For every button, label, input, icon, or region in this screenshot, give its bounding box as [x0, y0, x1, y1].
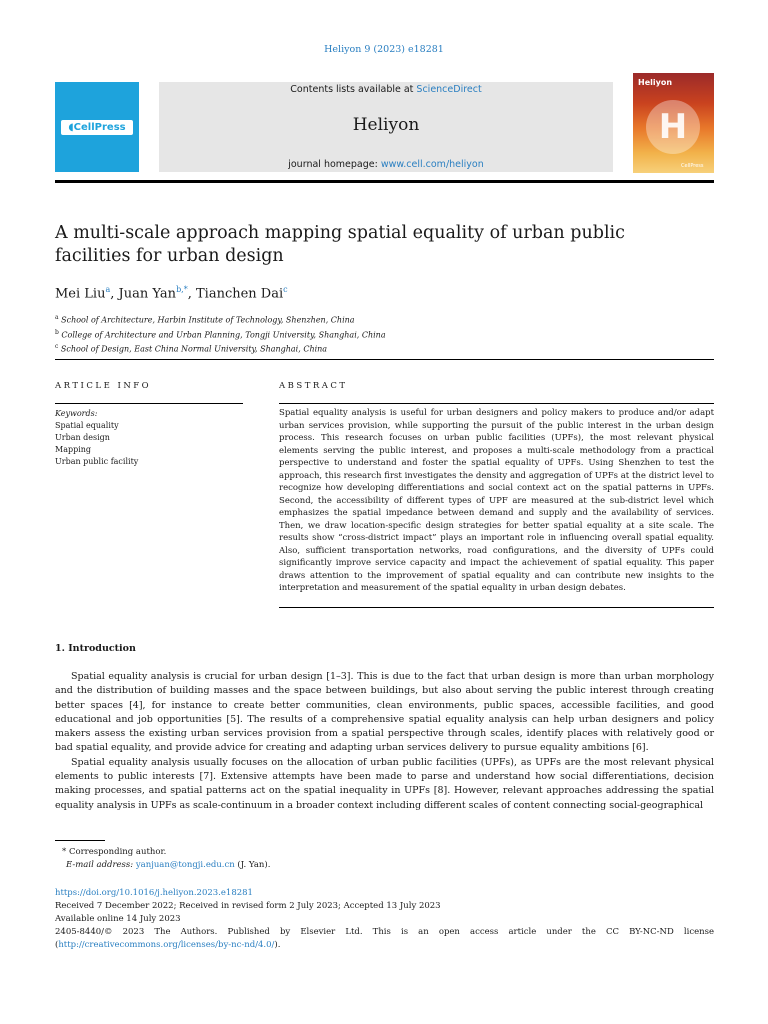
doi-link[interactable]: https://doi.org/10.1016/j.heliyon.2023.e18281	[55, 888, 253, 898]
affiliation-item: $^c$ School of Design, East China Normal University, Shanghai, China	[55, 343, 328, 354]
cover-h-logo: H	[658, 107, 688, 147]
homepage-line: journal homepage: www.cell.com/heliyon	[288, 159, 484, 170]
keywords-label: Keywords:	[55, 409, 98, 418]
affiliations	[55, 312, 386, 356]
available-online: Available online 14 July 2023	[55, 914, 181, 924]
author-affiliation-link[interactable]: b,*	[176, 285, 188, 294]
divider	[279, 607, 714, 608]
keyword: Urban public facility	[55, 457, 139, 466]
keyword: Urban design	[55, 433, 110, 442]
cover-footer: CellPress	[681, 163, 704, 169]
author-name: Tianchen Dai	[196, 286, 284, 302]
email-note: E-mail address: yanjuan@tongji.edu.cn (J. Yan).	[66, 860, 271, 870]
divider	[279, 403, 714, 404]
affiliation-item: $^a$ School of Architecture, Harbin Institute of Technology, Shenzhen, China	[55, 314, 355, 325]
homepage-link[interactable]: www.cell.com/heliyon	[380, 159, 484, 170]
author-name: Juan Yan	[118, 286, 177, 302]
divider	[55, 403, 243, 404]
contents-line: Contents lists available at ScienceDirect	[290, 84, 482, 95]
journal-reference[interactable]: Heliyon 9 (2023) e18281	[324, 44, 444, 55]
cellpress-c-icon: ◖	[68, 122, 74, 133]
keyword: Mapping	[55, 445, 92, 454]
license-link[interactable]: http://creativecommons.org/licenses/by-nc-nd/4.0/	[58, 940, 275, 950]
abstract-text: Spatial equality analysis is useful for urban designers and policy makers to produce and/or adapt urban services provision, while supporting the pursuit of the public interest in the urban design process. This research focuses on urban public facilities (UPFs), the most relevant physical elements serving the public interest, and proposes a multi-scale methodology from a practical perspective to understand and foster the spatial equality of UPFs. Using Shenzhen to test the approach, this research first investigates the density and aggregation of UPFs at the district level to recognize how developing differentiations and social context act on the spatial patterns in UPFs. Second, the accessibility of different types of UPF are measured at the sub-district level which emphasizes the spatial impedance between demand and supply and the availability of services. Then, we draw location-specific design strategies for better spatial equality at a site scale. The results show “cross-district impact” plays an important role in influencing overall spatial equality. Also, sufficient transportation networks, road configurations, and the diversity of UPFs could significantly improve service capacity and impact the achievement of spatial equality. This paper draws attention to the improvement of spatial equality and can contribute new insights to the interpretation and measurement of the spatial equality in urban design debates.	[279, 408, 714, 593]
corresponding-author-note: * Corresponding author.	[62, 847, 167, 857]
section-heading-introduction: 1. Introduction	[55, 643, 136, 654]
paragraph: Spatial equality analysis usually focuses on the allocation of urban public facilities (UPFs), as UPFs are the most relevant physical elements to public interests [7]. Extensive attempts have been made to parse and understand how social differentiations, decision making processes, and spatial patterns act on the spatial inequality in UPFs [8]. However, relevant approaches addressing the spatial equality analysis in UPFs as scale-continuum in a broader context including different scales of content connecting social-geographical	[55, 756, 714, 811]
author-list: Mei Liu$^a$, Juan Yan$^{b,*}$, Tianchen Dai$^c$	[55, 285, 288, 302]
keyword: Spatial equality	[55, 421, 119, 430]
author-affiliation-link[interactable]: c	[283, 285, 288, 294]
cellpress-logo-text: ◖CellPress	[61, 120, 133, 135]
received-dates: Received 7 December 2022; Received in revised form 2 July 2023; Accepted 13 July 2023	[55, 901, 441, 911]
footnote-rule	[55, 840, 105, 841]
sciencedirect-link[interactable]: ScienceDirect	[416, 84, 482, 95]
keywords-list	[55, 408, 138, 468]
cover-title: Heliyon	[638, 78, 673, 87]
cellpress-logo	[55, 82, 139, 172]
email-link[interactable]: yanjuan@tongji.edu.cn	[135, 860, 235, 870]
journal-name: Heliyon	[352, 115, 420, 135]
divider	[55, 359, 714, 360]
journal-header	[159, 82, 613, 172]
journal-cover[interactable]	[633, 73, 714, 173]
introduction-body	[55, 670, 714, 813]
article-info-heading: ARTICLE INFO	[55, 381, 152, 391]
paragraph: Spatial equality analysis is crucial for urban design [1–3]. This is due to the fact that urban design is more than urban morphology and the distribution of building masses and the space between buildings, but also about serving the public interest through creating better spaces [4], for instance to create better communities, clean environments, public spaces, accessible facilities, and good educational and job opportunities [5]. The results of a comprehensive spatial equality analysis can help urban designers and policy makers assess the existing urban services provision from a spatial perspective through scales, identify places with relatively good or bad spatial equality, and provide advice for creating and adapting urban services delivery to pursue equality ambitions [6].	[55, 671, 714, 754]
abstract-heading: ABSTRACT	[279, 381, 348, 391]
publication-info	[55, 887, 714, 952]
article-title: A multi-scale approach mapping spatial equality of urban public facilities for urban design	[55, 223, 625, 266]
license-text: 2405-8440/© 2023 The Authors. Published by Elsevier Ltd. This is an open access article under the CC BY-NC-ND license (http://creativecommons.org/licenses/by-nc-nd/4.0/).	[55, 927, 714, 950]
author-affiliation-link[interactable]: a	[105, 285, 111, 294]
affiliation-item: $^b$ College of Architecture and Urban Planning, Tongji University, Shanghai, China	[55, 328, 386, 340]
author-name: Mei Liu	[55, 286, 106, 302]
header-rule	[55, 180, 714, 183]
